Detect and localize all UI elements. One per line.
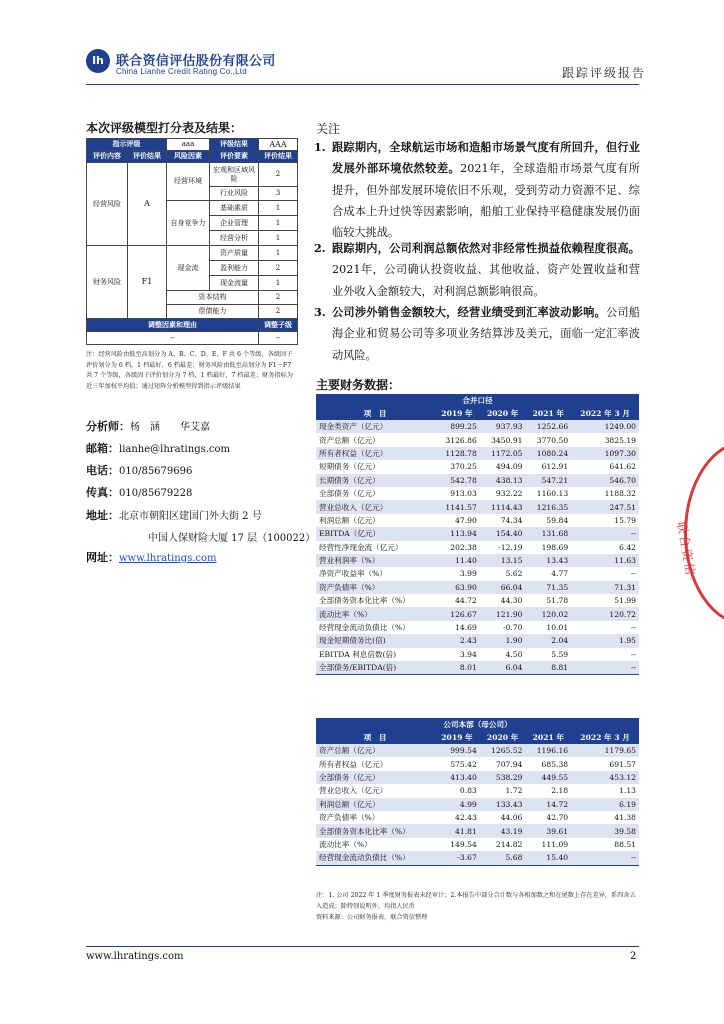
- row-value: -12.19: [480, 541, 526, 554]
- row-item-label: 资产总额（亿元）: [316, 433, 434, 446]
- industry-score: 3: [259, 187, 298, 201]
- col-element: 评价要素: [210, 151, 259, 163]
- row-item-label: EBITDA（亿元）: [316, 527, 434, 540]
- row-value: 4.77: [525, 567, 571, 580]
- row-value: --: [571, 621, 639, 634]
- row-value: 494.09: [480, 460, 526, 473]
- row-value: 1179.65: [571, 744, 639, 757]
- focus-point-3: [314, 302, 640, 366]
- table-row: [316, 771, 639, 784]
- analyst-label: 分析师：: [86, 420, 130, 433]
- row-value: 13.43: [525, 554, 571, 567]
- row-item-label: 资产总额（亿元）: [316, 744, 434, 757]
- row-value: 3825.19: [571, 433, 639, 446]
- adjust-sub-label: 调整子级: [259, 319, 298, 332]
- point-2-text: 2021年，公司确认投资收益、其他收益、资产处置收益和营业外收入金额较大，对利润总额影响很高。: [332, 263, 640, 298]
- row-value: 1128.78: [434, 447, 480, 460]
- row-value: 39.58: [571, 824, 639, 837]
- row-value: 214.82: [480, 838, 526, 851]
- business-risk-label: 经营风险: [87, 163, 128, 246]
- row-value: 542.78: [434, 474, 480, 487]
- mgmt-score: 1: [259, 216, 298, 231]
- row-value: 154.40: [480, 527, 526, 540]
- company-logo: [86, 49, 110, 73]
- row-value: 1216.35: [525, 500, 571, 513]
- row-value: 3450.91: [480, 433, 526, 446]
- row-value: 113.94: [434, 527, 480, 540]
- row-value: 66.04: [480, 581, 526, 594]
- row-value: 111.09: [525, 838, 571, 851]
- table-row: [316, 460, 639, 473]
- row-item-label: 全部债务（亿元）: [316, 487, 434, 500]
- row-item-label: 长期债务（亿元）: [316, 474, 434, 487]
- table-row: [316, 541, 639, 554]
- row-value: 641.62: [571, 460, 639, 473]
- business-grade: A: [128, 163, 167, 246]
- row-value: -0.70: [480, 621, 526, 634]
- row-item-label: 营业总收入（亿元）: [316, 784, 434, 797]
- row-value: 71.31: [571, 581, 639, 594]
- row-value: 2.04: [525, 634, 571, 647]
- row-value: --: [571, 567, 639, 580]
- row-value: 707.94: [480, 757, 526, 770]
- row-value: 899.25: [434, 420, 480, 433]
- row-value: 3.94: [434, 648, 480, 661]
- industry-label: 行业风险: [210, 187, 259, 201]
- table-row: [316, 447, 639, 460]
- table-row: [316, 784, 639, 797]
- row-value: 121.90: [480, 607, 526, 620]
- row-value: 59.84: [525, 514, 571, 527]
- focus-title: 关注: [316, 122, 341, 136]
- row-value: 691.57: [571, 757, 639, 770]
- point-2-headline: 跟踪期内，公司利润总额依然对非经常性损益依赖程度很高。: [332, 242, 640, 255]
- logo-letters: lh: [92, 54, 104, 67]
- row-value: 546.70: [571, 474, 639, 487]
- row-value: 370.25: [434, 460, 480, 473]
- point-1-headline: 跟踪期内，全球航运市场和造船市场景气度有所回升，但行业发展外部环境依然较差。: [332, 141, 640, 176]
- row-value: 15.40: [525, 851, 571, 865]
- company-name-cn: 联合资信评估股份有限公司: [116, 54, 276, 69]
- row-value: 5.59: [525, 648, 571, 661]
- row-item-label: 全部债务资本化比率（%）: [316, 824, 434, 837]
- basic-label: 基础素质: [210, 201, 259, 216]
- row-value: 51.78: [525, 594, 571, 607]
- model-title: 本次评级模型打分表及结果：: [86, 121, 243, 135]
- focus-point-2: [314, 238, 640, 302]
- row-value: 1080.24: [525, 447, 571, 460]
- table-row: [316, 433, 639, 446]
- row-value: 71.35: [525, 581, 571, 594]
- row-value: 15.79: [571, 514, 639, 527]
- point-3-headline: 公司涉外销售金额较大，经营业绩受到汇率波动影响。: [332, 306, 606, 319]
- row-value: 51.99: [571, 594, 639, 607]
- row-value: 63.90: [434, 581, 480, 594]
- row-value: 413.40: [434, 771, 480, 784]
- asset-quality-label: 资产质量: [210, 246, 259, 261]
- row-value: 538.29: [480, 771, 526, 784]
- financials-title: 主要财务数据：: [316, 378, 401, 392]
- point-1-text: 2021年，全球造船市场景气度有所提升，但外部发展环境依旧不乐观，受到劳动力资源不足、综合成本上升过快等因素影响，船舶工业保持平稳健康发展仍面临较大挑战。: [332, 162, 640, 240]
- financials-note-line1: 注：1. 公司 2022 年 1 季度财务报表未经审计；2.本报告中部分合计数与各相加数之和在尾数上存在差异，系四舍五入造成；除特别说明外，均指人民币: [316, 892, 636, 910]
- row-item-label: 全部债务（亿元）: [316, 771, 434, 784]
- capital-label: 资本结构: [167, 291, 259, 305]
- col-2019: 2019 年: [434, 730, 480, 744]
- col-2022: 2022 年 3 月: [571, 730, 639, 744]
- row-item-label: 现金短期债务比(倍): [316, 634, 434, 647]
- address-line: [86, 507, 262, 523]
- rating-model-table: [86, 138, 298, 345]
- row-item-label: 全部债务资本化比率（%）: [316, 594, 434, 607]
- solvency-label: 偿债能力: [167, 305, 259, 319]
- row-item-label: 营业总收入（亿元）: [316, 500, 434, 513]
- row-value: 247.51: [571, 500, 639, 513]
- row-value: 39.61: [525, 824, 571, 837]
- row-value: 8.81: [525, 661, 571, 675]
- website-line: [86, 549, 217, 565]
- row-value: 1.95: [571, 634, 639, 647]
- indicative-label: 指示评级: [87, 139, 167, 151]
- row-item-label: 营业利润率（%）: [316, 554, 434, 567]
- capital-score: 2: [259, 291, 298, 305]
- table-row: [316, 811, 639, 824]
- table-row: [316, 661, 639, 675]
- table-row: [316, 500, 639, 513]
- row-value: 120.02: [525, 607, 571, 620]
- col-risk: 风险因素: [167, 151, 210, 163]
- report-type: 跟踪评级报告: [562, 66, 647, 80]
- row-value: 1249.00: [571, 420, 639, 433]
- table-row: [316, 648, 639, 661]
- phone-label: 电话：: [86, 464, 119, 477]
- table-row: [316, 851, 639, 865]
- row-value: 3126.86: [434, 433, 480, 446]
- company-name-en: China Lianhe Credit Rating Co.,Ltd: [116, 67, 247, 76]
- row-value: 438.13: [480, 474, 526, 487]
- row-value: 6.42: [571, 541, 639, 554]
- mgmt-label: 企业管理: [210, 216, 259, 231]
- row-value: 126.67: [434, 607, 480, 620]
- row-value: 10.01: [525, 621, 571, 634]
- row-value: 1114.43: [480, 500, 526, 513]
- row-item-label: 所有者权益（亿元）: [316, 447, 434, 460]
- row-item-label: 经营现金流动负债比（%）: [316, 851, 434, 865]
- asset-quality-score: 1: [259, 246, 298, 261]
- financial-risk-label: 财务风险: [87, 246, 128, 319]
- self-label: 自身竞争力: [167, 201, 210, 246]
- table-row: [316, 798, 639, 811]
- email-label: 邮箱：: [86, 442, 119, 455]
- row-value: 999.54: [434, 744, 480, 757]
- table-row: [316, 634, 639, 647]
- row-value: 120.72: [571, 607, 639, 620]
- row-value: 43.19: [480, 824, 526, 837]
- profit-score: 2: [259, 261, 298, 276]
- footer-url: www.lhratings.com: [86, 951, 184, 962]
- col-content: 评价内容: [87, 151, 128, 163]
- row-item-label: EBITDA 利息倍数(倍): [316, 648, 434, 661]
- indicative-value: aaa: [167, 139, 210, 151]
- row-item-label: 流动比率（%）: [316, 838, 434, 851]
- row-value: 685.38: [525, 757, 571, 770]
- fax-label: 传真：: [86, 486, 119, 499]
- row-value: 449.55: [525, 771, 571, 784]
- row-value: 453.12: [571, 771, 639, 784]
- col-2020: 2020 年: [480, 730, 526, 744]
- table-row: [316, 621, 639, 634]
- point-2-number: 2.: [314, 241, 326, 255]
- row-value: 41.81: [434, 824, 480, 837]
- row-value: 1172.05: [480, 447, 526, 460]
- row-value: 88.51: [571, 838, 639, 851]
- table-row: [316, 420, 639, 433]
- row-value: 4.50: [480, 648, 526, 661]
- table-row: [316, 607, 639, 620]
- cash-amount-score: 1: [259, 276, 298, 291]
- address-line1: 北京市朝阳区建国门外大街 2 号: [119, 511, 262, 522]
- row-value: 1196.16: [525, 744, 571, 757]
- adjust-reason-label: 调整因素和理由: [87, 319, 259, 332]
- row-value: 3.99: [434, 567, 480, 580]
- row-value: --: [571, 851, 639, 865]
- result-value: AAA: [259, 139, 298, 151]
- row-value: 202.38: [434, 541, 480, 554]
- col-2021: 2021 年: [525, 406, 571, 420]
- table-row: [316, 757, 639, 770]
- table-row: [316, 554, 639, 567]
- focus-point-1: [314, 137, 640, 243]
- row-value: 44.72: [434, 594, 480, 607]
- row-value: 913.03: [434, 487, 480, 500]
- point-3-text: 公司船海企业和贸易公司等多项业务结算涉及美元，面临一定汇率波动风险。: [332, 306, 640, 362]
- row-value: --: [571, 527, 639, 540]
- adjust-sub-value: --: [259, 332, 298, 345]
- row-value: 1188.32: [571, 487, 639, 500]
- row-value: 2.43: [434, 634, 480, 647]
- row-value: 133.43: [480, 798, 526, 811]
- email-value[interactable]: lianhe@lhratings.com: [119, 444, 231, 455]
- row-item-label: 短期债务（亿元）: [316, 460, 434, 473]
- row-value: 47.90: [434, 514, 480, 527]
- col-result: 评价结果: [128, 151, 167, 163]
- row-item-label: 利润总额（亿元）: [316, 514, 434, 527]
- row-value: 14.72: [525, 798, 571, 811]
- ops-score: 1: [259, 231, 298, 246]
- row-value: 1.90: [480, 634, 526, 647]
- row-value: 6.04: [480, 661, 526, 675]
- row-value: 1160.13: [525, 487, 571, 500]
- row-value: 1097.30: [571, 447, 639, 460]
- table-row: [316, 744, 639, 757]
- result-label: 评级结果: [210, 139, 259, 151]
- ops-label: 经营分析: [210, 231, 259, 246]
- row-value: 5.62: [480, 567, 526, 580]
- row-value: 575.42: [434, 757, 480, 770]
- row-item-label: 经营性净现金流（亿元）: [316, 541, 434, 554]
- row-value: 547.21: [525, 474, 571, 487]
- row-value: 612.91: [525, 460, 571, 473]
- financials-note: [316, 890, 639, 923]
- row-value: 1.72: [480, 784, 526, 797]
- cash-amount-label: 现金流量: [210, 276, 259, 291]
- row-value: 131.68: [525, 527, 571, 540]
- table-row: [316, 838, 639, 851]
- row-value: 44.06: [480, 811, 526, 824]
- footer-divider: [86, 946, 639, 947]
- row-value: 198.69: [525, 541, 571, 554]
- col-2020: 2020 年: [480, 406, 526, 420]
- financials-source: 资料来源：公司财务报表，联合资信整理: [316, 914, 428, 921]
- row-item-label: 资产负债率（%）: [316, 581, 434, 594]
- solvency-score: 2: [259, 305, 298, 319]
- consolidated-financials-table: [316, 394, 639, 675]
- row-value: 1265.52: [480, 744, 526, 757]
- table-row: [316, 487, 639, 500]
- macro-label: 宏观和区域风险: [210, 163, 259, 187]
- row-value: 11.63: [571, 554, 639, 567]
- header-divider: [86, 84, 639, 85]
- row-value: 1.13: [571, 784, 639, 797]
- table-row: [316, 824, 639, 837]
- row-item-label: 所有者权益（亿元）: [316, 757, 434, 770]
- row-value: 0.83: [434, 784, 480, 797]
- col-2021: 2021 年: [525, 730, 571, 744]
- row-item-label: 资产负债率（%）: [316, 811, 434, 824]
- phone-value: 010/85679696: [119, 466, 193, 477]
- row-value: 1252.66: [525, 420, 571, 433]
- financial-grade: F1: [128, 246, 167, 319]
- table-row: [316, 581, 639, 594]
- col-score: 评价结果: [259, 151, 298, 163]
- col-2022: 2022 年 3 月: [571, 406, 639, 420]
- row-value: 74.34: [480, 514, 526, 527]
- website-link[interactable]: www.lhratings.com: [119, 553, 217, 564]
- row-value: 6.19: [571, 798, 639, 811]
- point-1-number: 1.: [314, 140, 326, 154]
- page-number: 2: [630, 951, 637, 962]
- consolidated-band: 合并口径: [316, 394, 639, 406]
- model-note: 注：经营风险由低至高划分为 A、B、C、D、E、F 共 6 个等级，各级因子评价划分为 6 档，1 档最好，6 档最差；财务风险由低至高划分为 F1－F7 共 7 个等级，各级因子评价划分为 7 档，1 档最好，7 档最差；财务指标为近三年加权平均值；通过矩阵分析模型得到指示评级结果: [86, 351, 293, 390]
- row-item-label: 流动比率（%）: [316, 607, 434, 620]
- basic-score: 1: [259, 201, 298, 216]
- row-value: 42.70: [525, 811, 571, 824]
- row-value: 3770.50: [525, 433, 571, 446]
- row-value: 14.69: [434, 621, 480, 634]
- row-item-label: 利润总额（亿元）: [316, 798, 434, 811]
- website-label: 网址：: [86, 551, 119, 564]
- address-line2: 中国人保财险大厦 17 层（100022）: [148, 533, 316, 544]
- seal-text: 联合资信: [674, 520, 698, 578]
- row-value: 42.43: [434, 811, 480, 824]
- row-item-label: 全部债务/EBITDA(倍): [316, 661, 434, 675]
- point-3-number: 3.: [314, 305, 326, 319]
- row-value: 4.99: [434, 798, 480, 811]
- row-value: 44.30: [480, 594, 526, 607]
- row-value: 149.54: [434, 838, 480, 851]
- cash-label: 现金流: [167, 246, 210, 291]
- col-item: 项 目: [316, 406, 434, 420]
- email-line: [86, 440, 230, 456]
- row-value: 5.68: [480, 851, 526, 865]
- row-item-label: 现金类资产（亿元）: [316, 420, 434, 433]
- table-row: [316, 474, 639, 487]
- macro-score: 2: [259, 163, 298, 187]
- row-value: 1141.57: [434, 500, 480, 513]
- col-2019: 2019 年: [434, 406, 480, 420]
- row-value: 11.40: [434, 554, 480, 567]
- analyst-line: [86, 418, 210, 434]
- env-label: 经营环境: [167, 163, 210, 201]
- row-item-label: 经营现金流动负债比（%）: [316, 621, 434, 634]
- row-value: 41.38: [571, 811, 639, 824]
- table-row: [316, 514, 639, 527]
- row-value: --: [571, 661, 639, 675]
- row-value: 13.15: [480, 554, 526, 567]
- phone-line: [86, 462, 192, 478]
- address-label: 地址：: [86, 509, 119, 522]
- row-value: --: [571, 648, 639, 661]
- row-value: 8.01: [434, 661, 480, 675]
- row-value: 932.22: [480, 487, 526, 500]
- row-value: 937.93: [480, 420, 526, 433]
- table-row: [316, 567, 639, 580]
- fax-value: 010/85679228: [119, 488, 193, 499]
- profit-label: 盈利能力: [210, 261, 259, 276]
- parent-financials-table: [316, 718, 639, 866]
- adjust-reason-value: --: [87, 332, 259, 345]
- row-value: -3.67: [434, 851, 480, 865]
- table-row: [316, 527, 639, 540]
- row-item-label: 净资产收益率（%）: [316, 567, 434, 580]
- analyst-value: 杨 涵 华艾嘉: [130, 422, 210, 433]
- fax-line: [86, 484, 192, 500]
- parent-band: 公司本部（母公司）: [316, 718, 639, 730]
- row-value: 2.18: [525, 784, 571, 797]
- table-row: [316, 594, 639, 607]
- col-item: 项 目: [316, 730, 434, 744]
